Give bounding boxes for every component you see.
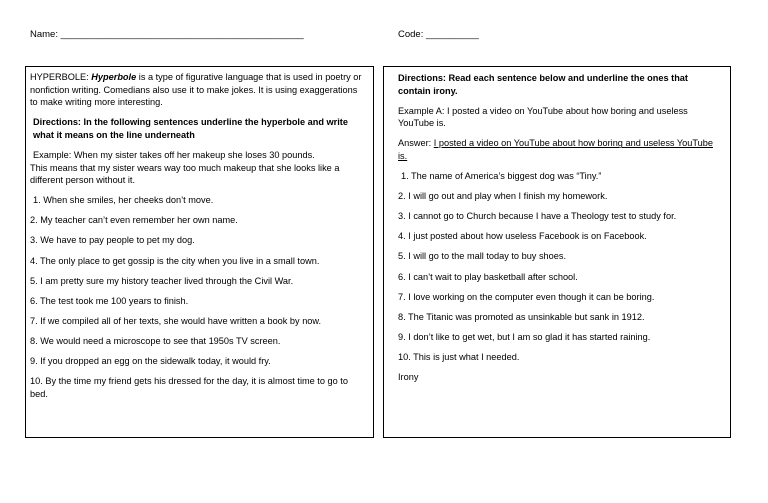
irony-item: 3. I cannot go to Church because I have a Theology test to study for. [398, 211, 677, 222]
irony-item: 10. This is just what I needed. [398, 351, 520, 362]
answer-prefix: Answer: [398, 138, 434, 149]
irony-item: 6. I can’t wait to play basketball after school. [398, 271, 578, 282]
intro-prefix: HYPERBOLE: [30, 72, 92, 82]
hyperbole-item: 9. If you dropped an egg on the sidewalk today, it would fry. [30, 356, 271, 366]
name-field-line: Name: ______________________________________________ [30, 29, 304, 40]
answer-underlined-text: I posted a video on YouTube about how boring and useless YouTube is. [398, 138, 713, 161]
hyperbole-item: 4. The only place to get gossip is the city when you live in a small town. [30, 255, 320, 266]
hyperbole-item: 8. We would need a microscope to see that 1950s TV screen. [30, 335, 281, 346]
irony-item: 7. I love working on the computer even though it can be boring. [398, 291, 655, 302]
intro-rest: is a type of figurative language that is used in poetry or nonfiction writing. Comedians also use it to make jokes. It is using exaggerations to make writing more interesting. [30, 72, 362, 108]
intro-term: Hyperbole [91, 72, 137, 82]
hyperbole-example [30, 149, 367, 187]
hyperbole-item: 7. If we compiled all of her texts, she would have written a book by now. [30, 315, 322, 326]
irony-item: 4. I just posted about how useless Facebook is on Facebook. [398, 231, 647, 242]
hyperbole-worksheet-box [25, 66, 374, 438]
hyperbole-item: 5. I am pretty sure my history teacher lived through the Civil War. [30, 275, 294, 286]
hyperbole-intro [30, 71, 367, 109]
irony-example: Example A: I posted a video on YouTube about how boring and useless YouTube is. [398, 105, 688, 129]
code-field-line: Code: __________ [398, 29, 479, 40]
hyperbole-item: 1. When she smiles, her cheeks don’t move. [33, 195, 214, 206]
irony-item: 2. I will go out and play when I finish my homework. [398, 191, 608, 202]
irony-item: 5. I will go to the mall today to buy shoes. [398, 251, 567, 262]
hyperbole-item: 6. The test took me 100 years to finish. [30, 295, 189, 306]
example-line-2: This means that my sister wears way too much makeup that she looks like a different person without it. [30, 162, 340, 186]
irony-item: 8. The Titanic was promoted as unsinkable but sank in 1912. [398, 311, 645, 322]
irony-worksheet-box [383, 66, 731, 438]
hyperbole-directions: Directions: In the following sentences underline the hyperbole and write what it means on the line underneath [33, 117, 348, 140]
example-line-1: Example: When my sister takes off her makeup she loses 30 pounds. [33, 149, 315, 160]
irony-item: 1. The name of America’s biggest dog was “Tiny.” [401, 171, 602, 182]
irony-directions: Directions: Read each sentence below and underline the ones that contain irony. [398, 73, 688, 96]
irony-item: 9. I don’t like to get wet, but I am so glad it has started raining. [398, 331, 651, 342]
irony-answer [398, 137, 722, 162]
hyperbole-item: 2. My teacher can’t even remember her own name. [30, 215, 238, 226]
hyperbole-item: 10. By the time my friend gets his dressed for the day, it is almost time to go to bed. [30, 376, 348, 399]
hyperbole-item: 3. We have to pay people to pet my dog. [30, 235, 195, 246]
irony-footer-label: Irony [398, 372, 419, 382]
